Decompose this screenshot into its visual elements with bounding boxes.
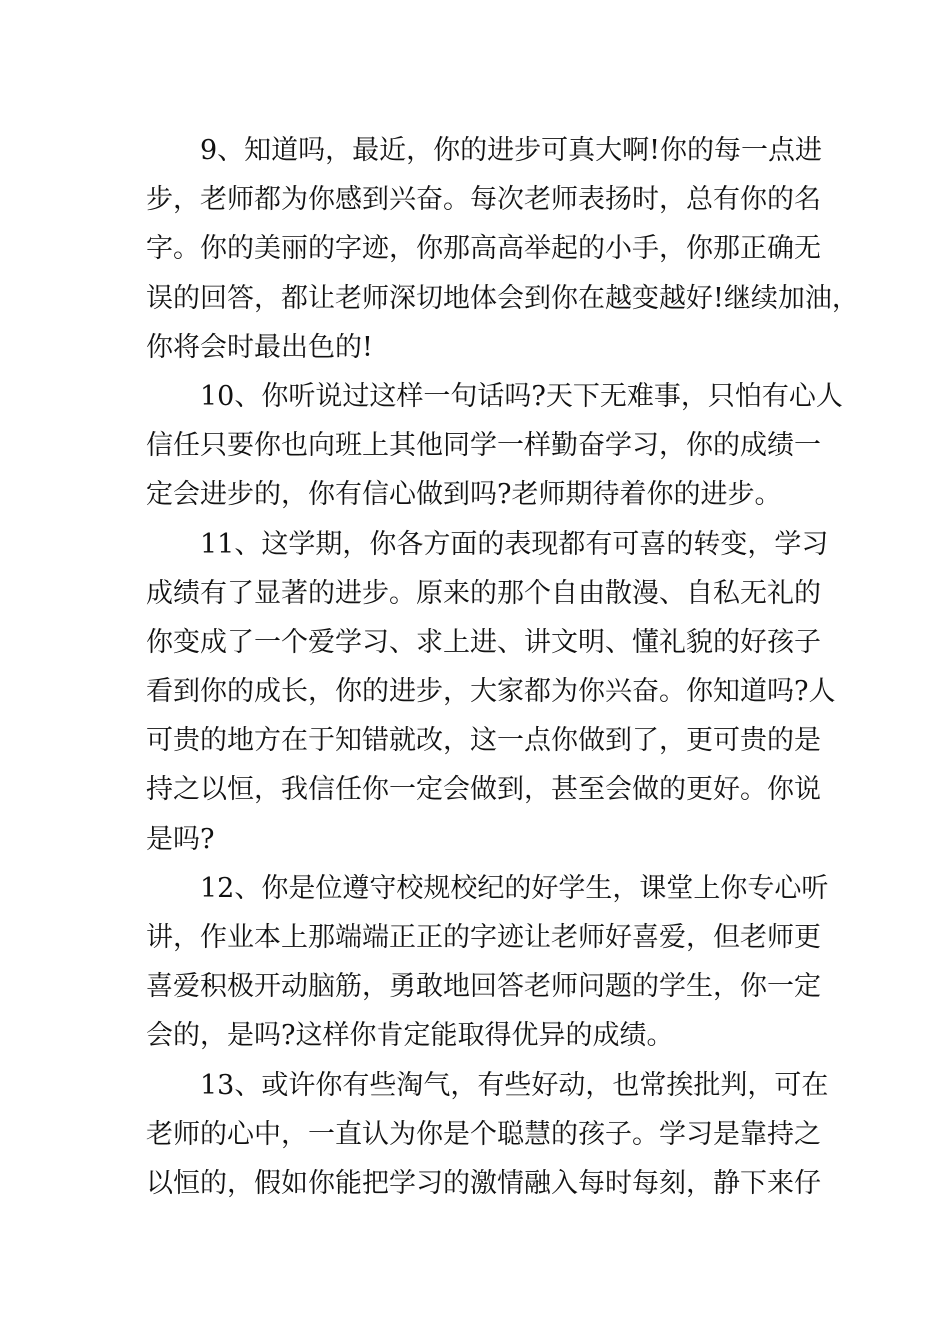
paragraph-line: 看到你的成长，你的进步，大家都为你兴奋。你知道吗?人 (146, 676, 836, 708)
paragraph-13 (146, 1061, 846, 1209)
paragraph-line: 是吗? (146, 823, 215, 855)
paragraph-line: 9、知道吗，最近，你的进步可真大啊!你的每一点进 (200, 135, 823, 166)
paragraph-line: 会的，是吗?这样你肯定能取得优异的成绩。 (146, 1020, 674, 1052)
paragraph-line: 11、这学期，你各方面的表现都有可喜的转变，学习 (200, 528, 829, 560)
paragraph-line: 13、或许你有些淘气，有些好动，也常挨批判，可在 (200, 1069, 829, 1101)
paragraph-9 (146, 126, 859, 372)
paragraph-12 (146, 864, 846, 1061)
paragraph-line: 10、你听说过这样一句话吗?天下无难事，只怕有心人 (200, 380, 843, 412)
paragraph-line: 成绩有了显著的进步。原来的那个自由散漫、自私无礼的 (146, 577, 821, 609)
paragraph-line: 你变成了一个爱学习、求上进、讲文明、懂礼貌的好孩子 (146, 626, 821, 658)
paragraph-line: 你将会时最出色的! (146, 331, 373, 363)
paragraph-11 (146, 520, 846, 864)
paragraph-line: 讲，作业本上那端端正正的字迹让老师好喜爱，但老师更 (146, 922, 821, 953)
paragraph-line: 步，老师都为你感到兴奋。每次老师表扬时，总有你的名 (146, 184, 821, 216)
document-body (146, 126, 859, 1208)
paragraph-line: 定会进步的，你有信心做到吗?老师期待着你的进步。 (146, 479, 782, 511)
paragraph-line: 信任只要你也向班上其他同学一样勤奋学习，你的成绩一 (146, 430, 821, 462)
paragraph-line: 老师的心中，一直认为你是个聪慧的孩子。学习是靠持之 (146, 1118, 821, 1150)
paragraph-line: 误的回答，都让老师深切地体会到你在越变越好!继续加油， (146, 282, 859, 314)
paragraph-line: 可贵的地方在于知错就改，这一点你做到了，更可贵的是 (146, 725, 821, 757)
paragraph-line: 喜爱积极开动脑筋，勇敢地回答老师问题的学生，你一定 (146, 971, 821, 1003)
paragraph-line: 12、你是位遵守校规校纪的好学生，课堂上你专心听 (200, 872, 829, 904)
paragraph-10 (146, 372, 846, 520)
paragraph-line: 字。你的美丽的字迹，你那高高举起的小手，你那正确无 (146, 233, 821, 265)
paragraph-line: 持之以恒，我信任你一定会做到，甚至会做的更好。你说 (146, 774, 821, 806)
paragraph-line: 以恒的，假如你能把学习的激情融入每时每刻，静下来仔 (146, 1167, 821, 1199)
